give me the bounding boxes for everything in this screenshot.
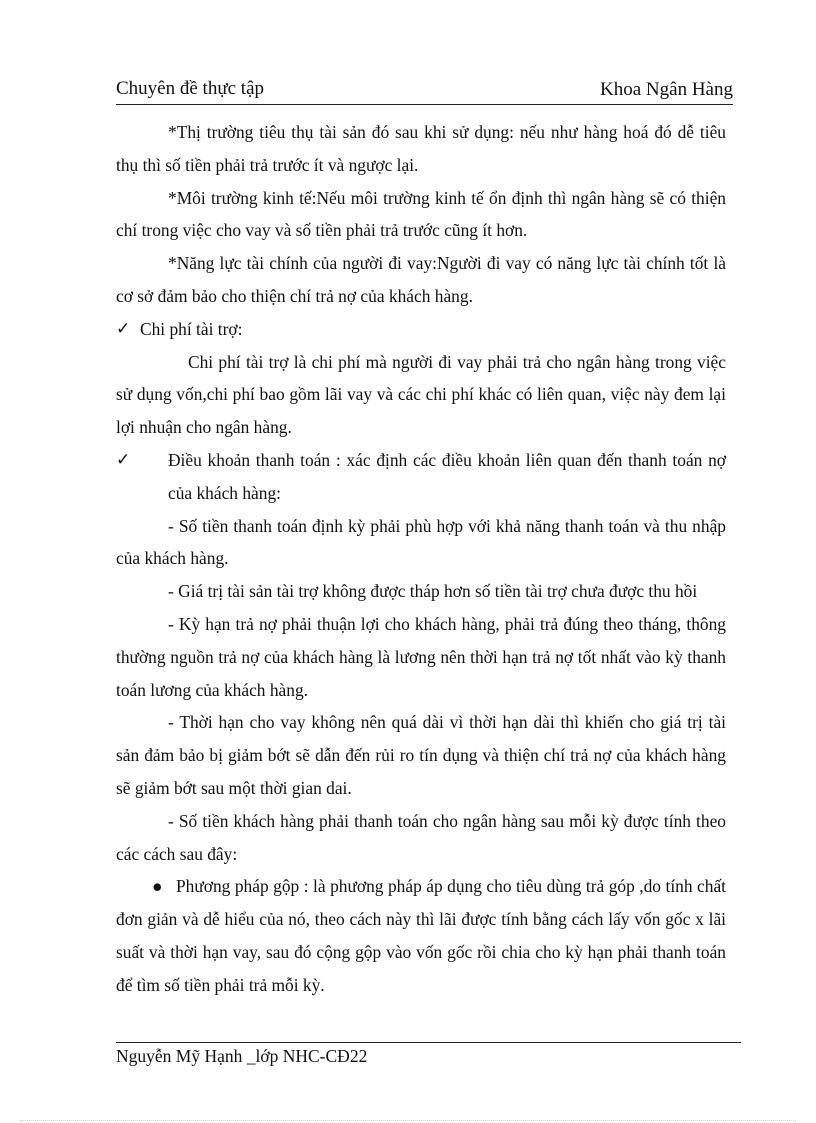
paragraph-term: - Kỳ hạn trả nợ phải thuận lợi cho khách hàng, phải trả đúng theo tháng, thông thường nguồn trả nợ của khách hàng là lương nên thời hạn trả nợ tốt nhất vào kỳ thanh toán lương của khách hàng.: [116, 613, 726, 700]
page-footer: Nguyễn Mỹ Hạnh _lớp NHC-CĐ22: [116, 1046, 368, 1066]
check-item-cost: [116, 313, 726, 346]
page-body: [116, 116, 726, 1002]
check-mark-icon: ✓: [116, 449, 131, 470]
page-bottom-border: [20, 1120, 796, 1121]
check-item-terms: [116, 444, 726, 510]
paragraph-cost: Chi phí tài trợ là chi phí mà người đi vay phải trả cho ngân hàng trong việc sử dụng vốn,chi phí bao gồm lãi vay và các chi phí khác có liên quan, việc này đem lại lợi nhuận cho ngân hàng.: [116, 351, 726, 438]
page-header: [116, 76, 733, 105]
header-left-title: Chuyên đề thực tập: [116, 78, 265, 99]
paragraph-economy: *Môi trường kinh tế:Nếu môi trường kinh tế ổn định thì ngân hàng sẽ có thiện chí trong việc cho vay và số tiền phải trả trước cũng ít hơn.: [116, 187, 726, 241]
paragraph-payment-amount: - Số tiền thanh toán định kỳ phải phù hợp với khả năng thanh toán và thu nhập của khách hàng.: [116, 515, 726, 569]
bullet-item-method: ● Phương pháp gộp : là phương pháp áp dụng cho tiêu dùng trả góp ,do tính chất đơn giản và dễ hiểu của nó, theo cách này thì lãi được tính bằng cách lấy vốn gốc x lãi suất và thời hạn vay, sau đó cộng gộp vào vốn gốc rồi chia cho kỳ hạn phải thanh toán để tìm số tiền phải trả mỗi kỳ.: [116, 876, 726, 995]
paragraph-duration: - Thời hạn cho vay không nên quá dài vì thời hạn dài thì khiến cho giá trị tài sản đảm bảo bị giảm bớt sẽ dẫn đến rủi ro tín dụng và thiện chí trả nợ của khách hàng sẽ giảm bớt sau một thời gian dai.: [116, 712, 726, 798]
check-item-cost-label: Chi phí tài trợ:: [140, 318, 243, 339]
paragraph-calculation: - Số tiền khách hàng phải thanh toán cho ngân hàng sau mỗi kỳ được tính theo các cách sau đây:: [116, 810, 726, 864]
paragraph-asset-value: - Giá trị tài sản tài trợ không được tháp hơn số tiền tài trợ chưa được thu hồi: [168, 581, 698, 602]
check-item-terms-label: Điều khoản thanh toán : xác định các điều khoản liên quan đến thanh toán nợ của khách hàng:: [168, 449, 726, 503]
paragraph-market: *Thị trường tiêu thụ tài sản đó sau khi sử dụng: nếu như hàng hoá đó dễ tiêu thụ thì số tiền phải trả trước ít và ngược lại.: [116, 122, 726, 175]
paragraph-finance: *Năng lực tài chính của người đi vay:Người đi vay có năng lực tài chính tốt là cơ sở đảm bảo cho thiện chí trả nợ của khách hàng.: [116, 253, 726, 306]
header-right-title: Khoa Ngân Hàng: [600, 79, 733, 100]
bullet-item-method-text: Phương pháp gộp : là phương pháp áp dụng cho tiêu dùng trả góp ,do tính chất đơn giản và dễ hiểu của nó, theo cách này thì lãi được tính bằng cách lấy vốn gốc x lãi suất và thời hạn vay, sau đó cộng gộp vào vốn gốc rồi chia cho kỳ hạn phải thanh toán để tìm số tiền phải trả mỗi kỳ.: [116, 876, 726, 995]
check-mark-icon: ✓: [116, 318, 131, 339]
footer-divider: [116, 1042, 741, 1043]
